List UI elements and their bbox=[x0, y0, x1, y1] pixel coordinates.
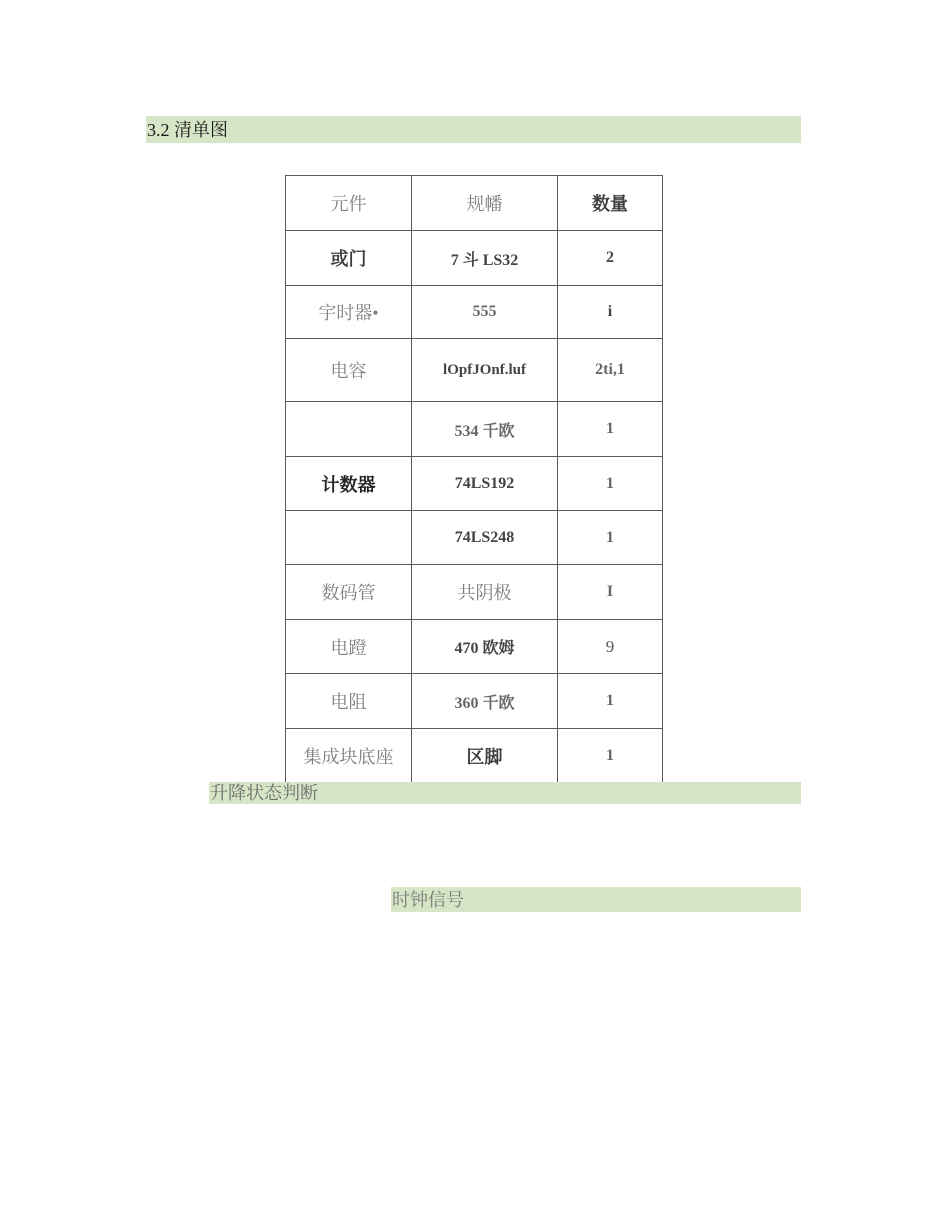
table-row bbox=[286, 286, 663, 339]
cell-quantity: I bbox=[558, 565, 663, 620]
clock-signal-text: 时钟信号 bbox=[392, 889, 464, 910]
header-quantity: 数量 bbox=[558, 176, 663, 231]
cell-quantity: 1 bbox=[558, 511, 663, 565]
table-row bbox=[286, 402, 663, 457]
cell-component: 电阻 bbox=[286, 674, 412, 729]
cell-spec: 555 bbox=[412, 286, 558, 339]
cell-spec: 区脚 bbox=[412, 729, 558, 783]
cell-component: 集成块底座 bbox=[286, 729, 412, 783]
cell-spec: 470 欧姆 bbox=[412, 620, 558, 674]
cell-spec: 360 千欧 bbox=[412, 674, 558, 729]
cell-spec: 共阴极 bbox=[412, 565, 558, 620]
cell-component: 电容 bbox=[286, 339, 412, 402]
cell-quantity: 1 bbox=[558, 402, 663, 457]
table-row bbox=[286, 231, 663, 286]
table-row bbox=[286, 565, 663, 620]
cell-quantity: 2ti,1 bbox=[558, 339, 663, 402]
cell-component: 宇时器• bbox=[286, 286, 412, 339]
cell-spec: 534 千欧 bbox=[412, 402, 558, 457]
cell-spec: lOpfJOnf.luf bbox=[412, 339, 558, 402]
state-judgement-label bbox=[209, 782, 801, 804]
table-row bbox=[286, 339, 663, 402]
section-heading-text: 3.2 清单图 bbox=[147, 119, 228, 140]
table-row bbox=[286, 457, 663, 511]
cell-quantity: 9 bbox=[558, 620, 663, 674]
cell-quantity: i bbox=[558, 286, 663, 339]
cell-component: 数码管 bbox=[286, 565, 412, 620]
table-header-row bbox=[286, 176, 663, 231]
cell-component: 或门 bbox=[286, 231, 412, 286]
header-component: 元件 bbox=[286, 176, 412, 231]
section-heading bbox=[146, 116, 801, 143]
table-row bbox=[286, 511, 663, 565]
cell-component: 计数器 bbox=[286, 457, 412, 511]
cell-spec: 74LS248 bbox=[412, 511, 558, 565]
cell-component bbox=[286, 511, 412, 565]
header-spec: 规幡 bbox=[412, 176, 558, 231]
cell-component: 电蹬 bbox=[286, 620, 412, 674]
cell-quantity: 1 bbox=[558, 729, 663, 783]
state-judgement-text: 升降状态判断 bbox=[210, 783, 318, 803]
cell-quantity: 2 bbox=[558, 231, 663, 286]
cell-spec: 7 斗 LS32 bbox=[412, 231, 558, 286]
cell-quantity: 1 bbox=[558, 674, 663, 729]
cell-quantity: 1 bbox=[558, 457, 663, 511]
cell-component bbox=[286, 402, 412, 457]
clock-signal-label bbox=[391, 887, 801, 912]
table-row bbox=[286, 620, 663, 674]
table-row bbox=[286, 729, 663, 783]
table-row bbox=[286, 674, 663, 729]
parts-list-table bbox=[285, 175, 663, 783]
cell-spec: 74LS192 bbox=[412, 457, 558, 511]
